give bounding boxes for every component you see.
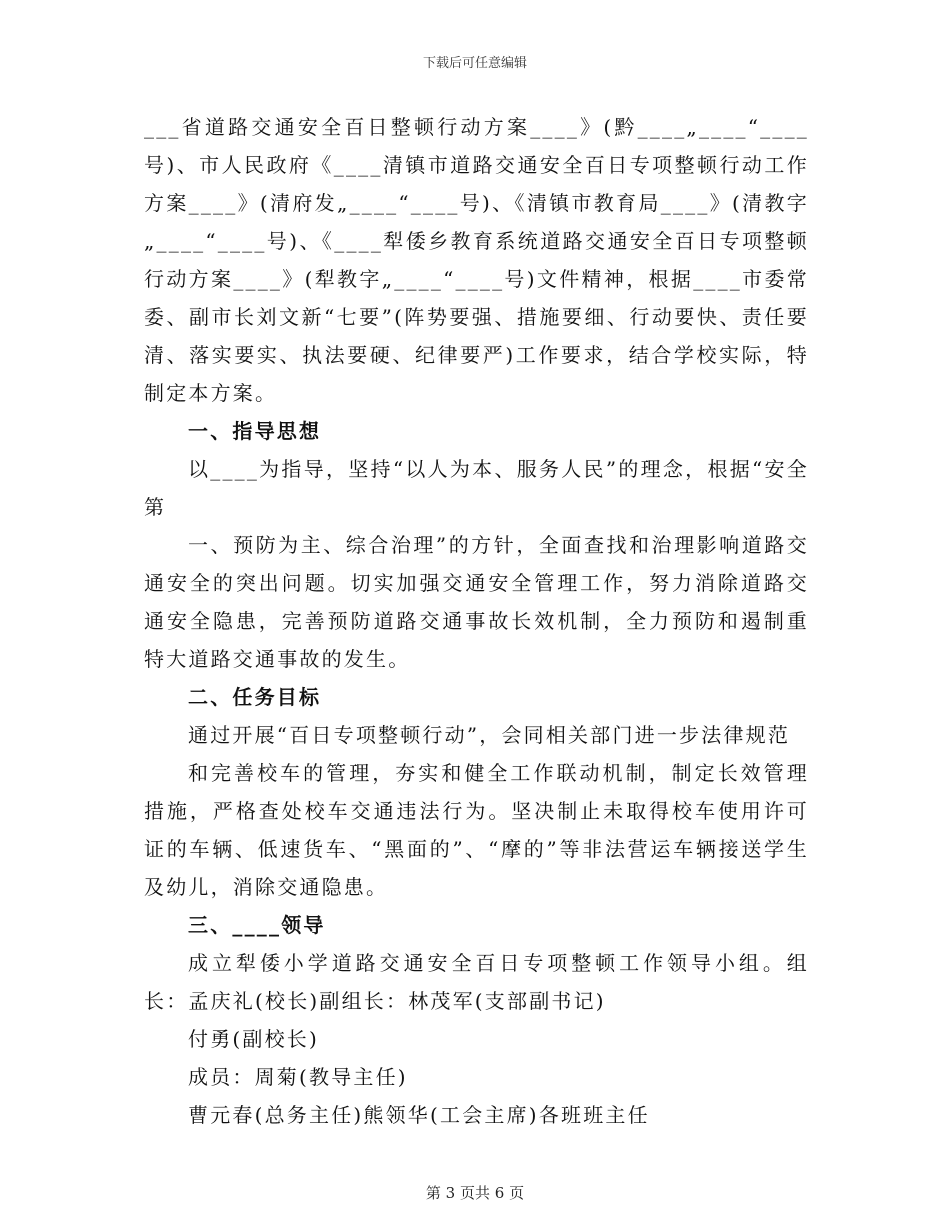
vice-principal-line: 付勇(副校长) <box>188 1027 320 1051</box>
members-continued-line: 曹元春(总务主任)熊领华(工会主席)各班班主任 <box>188 1103 650 1127</box>
section-heading-task-goals: 二、任务目标 <box>188 685 322 709</box>
task-goals-paragraph-first-line: 通过开展“百日专项整顿行动”，会同相关部门进一步法律规范 <box>188 723 791 747</box>
section-heading-leadership: 三、____领导 <box>188 913 326 937</box>
leadership-group-paragraph: 成立犁倭小学道路交通安全百日专项整顿工作领导小组。组长：孟庆礼(校长)副组长：林茂军(支部副书记) <box>144 951 809 1013</box>
intro-paragraph: ___省道路交通安全百日整顿行动方案____》(黔____„____“____号)、市人民政府《____清镇市道路交通安全百日专项整顿行动工作方案____》(清府发„____“____号)、《清镇市教育局____》(清教字„____“____号)、《____犁倭乡教育系统道路交通安全百日专项整顿行动方案____》(犁教字„____“____号)文件精神，根据____市委常委、副市长刘文新“七要”(阵势要强、措施要细、行动要快、责任要清、落实要实、执法要硬、纪律要严)工作要求，结合学校实际，特制定本方案。 <box>144 115 809 405</box>
members-line: 成员：周菊(教导主任) <box>188 1065 408 1089</box>
section-heading-guiding-ideology: 一、指导思想 <box>188 419 322 443</box>
guiding-ideology-paragraph: 以____为指导，坚持“以人为本、服务人民”的理念，根据“安全第 <box>144 457 809 519</box>
task-goals-paragraph: 和完善校车的管理，夯实和健全工作联动机制，制定长效管理措施，严格查处校车交通违法行为。坚决制止未取得校车使用许可证的车辆、低速货车、“黑面的”、“摩的”等非法营运车辆接送学生及幼儿，消除交通隐患。 <box>144 761 809 899</box>
page-number: 第 3 页共 6 页 <box>425 1184 525 1202</box>
page-header-note: 下载后可任意编辑 <box>422 56 527 71</box>
policy-paragraph: 一、预防为主、综合治理”的方针，全面查找和治理影响道路交通安全的突出问题。切实加强交通安全管理工作，努力消除道路交通安全隐患，完善预防道路交通事故长效机制，全力预防和遏制重特大道路交通事故的发生。 <box>144 533 809 671</box>
document-body <box>144 108 809 1134</box>
